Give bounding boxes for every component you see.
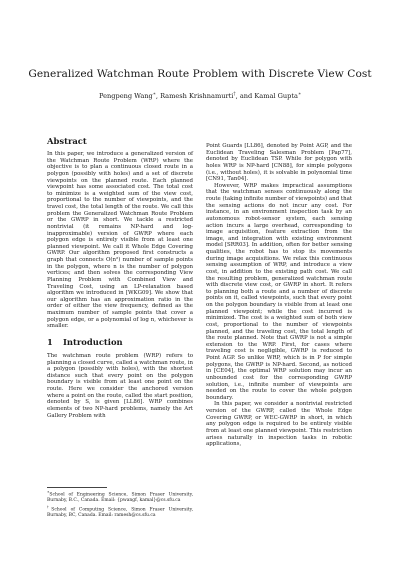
body-paragraph: However, WRP makes impractical assumptions that the watchman senses continuously along the route (taking infinite number of viewpoints) and that the sensing actions do not incur any cost. For instance, in an environment inspection task by an autonomous robot-sensor system, each sensing action incurs a large overhead, corresponding to image acquisition, feature extraction from the image, and integration with existing environment model [SRR03]. In addition, often for better sensing qualities, the robot has to stop its movements during image acquisitions. We relax this continuous sensing assumption of WRP, and introduce a view cost, in addition to the existing path cost. We call the resulting problem, generalized watchman route with discrete view cost, or GWRP in short. It refers to planning both a route and a number of discrete points on it, called viewpoints, such that every point on the polygon boundary is visible from at least one planned viewpoint; while the cost incurred is minimized. The cost is a weighted sum of both view cost, proportional to the number of viewpoints planned, and the traveling cost, the total length of the route planned. Note that GWRP is not a simple extension to the WRP. First, for cases where traveling cost is negligible, GWRP is reduced to Point AGP. So unlike WRP, which is in P for simple polygons, the GWRP is NP-hard. Second, as noticed in [CE04], the optimal WRP solution may incur an unbounded cost for the corresponding GWRP solution, i.e., infinite number of viewpoints are needed on the route to cover the whole polygon boundary. [206, 182, 352, 401]
paper-title: Generalized Watchman Route Problem with Discrete View Cost [28, 68, 372, 80]
footnote [47, 505, 193, 519]
author-name: Ramesh Krishnamurti [160, 92, 234, 101]
author-line: Pengpeng Wang∗, Ramesh Krishnamurti†, and Kamal Gupta∗ [98, 92, 301, 101]
footnote-mark: ∗ [47, 490, 50, 494]
body-paragraph: In this paper, we consider a nontrivial restricted version of the GWRP, called the Whole Edge Covering GWRP, or WEC-GWRP in short, in which any polygon edge is required to be entirely visible from at least one planned viewpoint. This restriction arises naturally in inspection tasks in robotic applications, [206, 401, 352, 448]
right-column [206, 143, 352, 448]
abstract-text: In this paper, we introduce a generalized version of the Watchman Route Problem (WRP) where the objective is to plan a continuous closed route in a polygon (possibly with holes) and a set of discrete viewpoints on the planned route. Each planned viewpoint has some associated cost. The total cost to minimize is a weighted sum of the view cost, proportional to the number of viewpoints, and the travel cost, the total length of the route. We call this problem the Generalized Watchman Route Problem or the GWRP in short. We tackle a restricted nontrivial (it remains NP-hard and log-inapproximable) version of GWRP where each polygon edge is entirely visible from at least one planned viewpoint. We call it Whole Edge Covering GWRP. Our algorithm proposed first constructs a graph that connects O(n²) number of sample points in the polygon, where n is the number of polygon vertices; and then solves the corresponding View Planning Problem with Combined View and Traveling Cost, using an LP-relaxation based algorithm we introduced in [WKG09]. We show that our algorithm has an approximation ratio in the order of either the view frequency, defined as the maximum number of sample points that cover a polygon edge, or a polynomial of log n, whichever is smaller. [47, 151, 193, 330]
footnote-rule [47, 487, 107, 488]
left-column [47, 136, 193, 419]
intro-paragraph: The watchman route problem (WRP) refers to planning a closed curve, called a watchman route, in a polygon (possibly with holes), with the shortest distance such that every point on the polygon boundary is visible from at least one point on the route. Here we consider the anchored version where a point on the route, called the start position, denoted by S, is given [LL86]. WRP combines elements of two NP-hard problems, namely the Art Gallery Problem with [47, 352, 193, 419]
section-number: 1 [47, 336, 53, 347]
footnote-text: School of Computing Science, Simon Fraser University, Burnaby, BC, Canada. Email: ramesh@cs.sfu.ca [47, 507, 193, 518]
affiliation-mark: ∗ [152, 92, 156, 97]
author-name: Pengpeng Wang [98, 92, 153, 101]
section-heading-introduction [47, 337, 193, 347]
abstract-heading: Abstract [47, 136, 87, 146]
section-title: Introduction [63, 336, 123, 347]
footnote [47, 490, 193, 504]
affiliation-mark: † [233, 92, 236, 97]
author-name: Kamal Gupta [254, 92, 298, 101]
affiliation-mark: ∗ [297, 92, 301, 97]
footnotes [47, 490, 193, 519]
author-conjunction: and [239, 92, 253, 101]
footnote-text: School of Engineering Science, Simon Fraser University, Burnaby, B.C., Canada. Email: {pwangf, kamal}@cs.sfu.ca [47, 492, 193, 504]
body-paragraph: Point Guards [LL86], denoted by Point AGP, and the Euclidean Traveling Salesman Problem [Pap77], denoted by Euclidean TSP. While for polygon with holes WRP is NP-hard [CN88], for simple polygons (i.e., without holes), it is solvable in polynomial time [CN91, Tan04]. [206, 143, 352, 183]
footnote-mark: † [47, 504, 52, 509]
